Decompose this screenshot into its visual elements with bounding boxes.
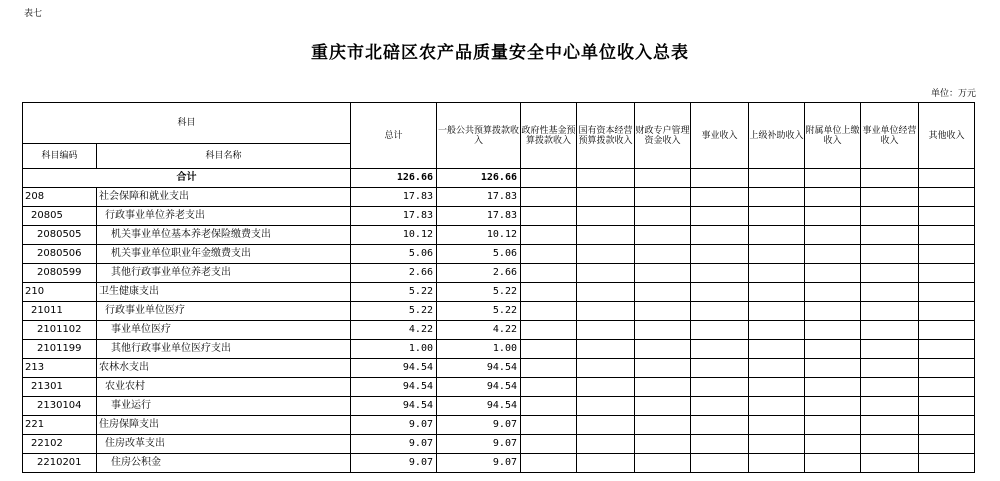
empty-cell: [577, 321, 635, 340]
table-row: [23, 207, 975, 226]
empty-cell: [635, 340, 691, 359]
empty-cell: [635, 264, 691, 283]
subject-code-cell: 210: [23, 283, 97, 302]
empty-cell: [861, 188, 919, 207]
table-row: [23, 378, 975, 397]
empty-cell: [577, 302, 635, 321]
empty-cell: [635, 416, 691, 435]
empty-cell: [691, 283, 749, 302]
total-amount-cell: 9.07: [351, 454, 437, 473]
subject-name-cell: 卫生健康支出: [97, 283, 351, 302]
empty-cell: [749, 207, 805, 226]
empty-cell: [691, 245, 749, 264]
general-budget-cell: 9.07: [437, 435, 521, 454]
empty-cell: [749, 340, 805, 359]
empty-cell: [691, 226, 749, 245]
empty-cell: [749, 454, 805, 473]
empty-cell: [577, 397, 635, 416]
col-header-general-budget: 一般公共预算拨款收入: [437, 103, 521, 169]
empty-cell: [691, 340, 749, 359]
table-row: [23, 397, 975, 416]
total-amount-cell: 5.22: [351, 283, 437, 302]
income-summary-table: [22, 102, 975, 473]
empty-cell: [521, 359, 577, 378]
subject-code-cell: 2080599: [23, 264, 97, 283]
subject-code-cell: 2101199: [23, 340, 97, 359]
empty-cell: [805, 397, 861, 416]
empty-cell: [635, 188, 691, 207]
subject-code-cell: 208: [23, 188, 97, 207]
empty-cell: [919, 435, 975, 454]
general-budget-cell: 9.07: [437, 454, 521, 473]
unit-label: 单位：万元: [930, 89, 976, 99]
empty-cell: [577, 416, 635, 435]
total-amount-cell: 17.83: [351, 188, 437, 207]
total-amount-cell: 94.54: [351, 397, 437, 416]
table-row: [23, 454, 975, 473]
empty-cell: [919, 264, 975, 283]
general-budget-cell: 10.12: [437, 226, 521, 245]
empty-cell: [919, 302, 975, 321]
table-row: [23, 245, 975, 264]
empty-cell: [749, 283, 805, 302]
subject-code-cell: 20805: [23, 207, 97, 226]
empty-cell: [521, 283, 577, 302]
total-amount-cell: 9.07: [351, 416, 437, 435]
empty-cell: [749, 416, 805, 435]
general-budget-cell: 4.22: [437, 321, 521, 340]
total-amount-cell: 17.83: [351, 207, 437, 226]
subject-name-cell: 其他行政事业单位养老支出: [97, 264, 351, 283]
empty-cell: [919, 454, 975, 473]
empty-cell: [805, 264, 861, 283]
empty-cell: [577, 188, 635, 207]
empty-cell: [919, 397, 975, 416]
empty-cell: [691, 416, 749, 435]
col-header-operating-income: 事业单位经营收入: [861, 103, 919, 169]
total-amount-cell: 94.54: [351, 359, 437, 378]
subject-code-cell: 2101102: [23, 321, 97, 340]
empty-cell: [577, 454, 635, 473]
subject-name-cell: 住房改革支出: [97, 435, 351, 454]
empty-cell: [805, 359, 861, 378]
empty-cell: [749, 264, 805, 283]
subject-name-cell: 机关事业单位职业年金缴费支出: [97, 245, 351, 264]
general-budget-cell: 94.54: [437, 397, 521, 416]
empty-cell: [635, 359, 691, 378]
total-amount-cell: 9.07: [351, 435, 437, 454]
subject-header: 科目: [23, 103, 351, 144]
empty-cell: [635, 226, 691, 245]
empty-cell: [861, 321, 919, 340]
empty-cell: [861, 302, 919, 321]
empty-cell: [577, 264, 635, 283]
empty-cell: [861, 283, 919, 302]
total-amount-cell: 1.00: [351, 340, 437, 359]
empty-cell: [749, 245, 805, 264]
empty-cell: [577, 207, 635, 226]
empty-cell: [635, 283, 691, 302]
empty-cell: [805, 321, 861, 340]
table-row: [23, 302, 975, 321]
empty-cell: [635, 302, 691, 321]
empty-cell: [691, 435, 749, 454]
empty-cell: [577, 245, 635, 264]
empty-cell: [749, 302, 805, 321]
empty-cell: [749, 359, 805, 378]
empty-cell: [691, 207, 749, 226]
empty-cell: [919, 359, 975, 378]
empty-cell: [749, 226, 805, 245]
table-row: [23, 226, 975, 245]
table-row: [23, 188, 975, 207]
subject-code-cell: 2130104: [23, 397, 97, 416]
empty-cell: [691, 454, 749, 473]
empty-cell: [521, 435, 577, 454]
empty-cell: [861, 207, 919, 226]
subject-code-cell: 21301: [23, 378, 97, 397]
empty-cell: [635, 454, 691, 473]
general-budget-cell: 1.00: [437, 340, 521, 359]
empty-cell: [749, 321, 805, 340]
empty-cell: [805, 226, 861, 245]
total-label: 合计: [23, 169, 351, 188]
empty-cell: [861, 340, 919, 359]
empty-cell: [805, 188, 861, 207]
empty-cell: [691, 397, 749, 416]
empty-cell: [919, 416, 975, 435]
empty-cell: [577, 359, 635, 378]
empty-cell: [749, 378, 805, 397]
empty-cell: [635, 378, 691, 397]
subject-name-cell: 行政事业单位医疗: [97, 302, 351, 321]
general-budget-cell: 17.83: [437, 207, 521, 226]
empty-cell: [861, 397, 919, 416]
empty-cell: [919, 207, 975, 226]
empty-cell: [635, 397, 691, 416]
total-amount-cell: 10.12: [351, 226, 437, 245]
col-header-superior-subsidy: 上级补助收入: [749, 103, 805, 169]
empty-cell: [805, 302, 861, 321]
empty-cell: [691, 359, 749, 378]
empty-cell: [861, 435, 919, 454]
total-amount-cell: 4.22: [351, 321, 437, 340]
subject-name-cell: 其他行政事业单位医疗支出: [97, 340, 351, 359]
empty-cell: [691, 264, 749, 283]
empty-cell: [805, 283, 861, 302]
empty-cell: [919, 245, 975, 264]
total-amount-cell: 2.66: [351, 264, 437, 283]
table-row: [23, 416, 975, 435]
total-amount-cell: 94.54: [351, 378, 437, 397]
empty-cell: [521, 264, 577, 283]
empty-cell: [521, 188, 577, 207]
subject-code-header: 科目编码: [23, 144, 97, 169]
total-amount: 126.66: [351, 169, 437, 188]
subject-name-cell: 农业农村: [97, 378, 351, 397]
empty-cell: [577, 378, 635, 397]
empty-cell: [861, 359, 919, 378]
table-row: [23, 321, 975, 340]
empty-cell: [919, 378, 975, 397]
subject-name-cell: 事业运行: [97, 397, 351, 416]
subject-name-cell: 行政事业单位养老支出: [97, 207, 351, 226]
subject-code-cell: 21011: [23, 302, 97, 321]
empty-cell: [919, 321, 975, 340]
empty-cell: [805, 416, 861, 435]
empty-cell: [805, 340, 861, 359]
table-row: [23, 359, 975, 378]
table-row: [23, 340, 975, 359]
subject-name-cell: 农林水支出: [97, 359, 351, 378]
empty-cell: [635, 435, 691, 454]
empty-cell: [805, 245, 861, 264]
subject-name-cell: 住房保障支出: [97, 416, 351, 435]
table-row: [23, 264, 975, 283]
subject-code-cell: 221: [23, 416, 97, 435]
col-header-affiliated-unit: 附属单位上缴收入: [805, 103, 861, 169]
empty-cell: [635, 207, 691, 226]
general-budget-cell: 9.07: [437, 416, 521, 435]
empty-cell: [521, 397, 577, 416]
empty-cell: [805, 435, 861, 454]
table-row: [23, 435, 975, 454]
empty-cell: [635, 321, 691, 340]
general-budget-cell: 17.83: [437, 188, 521, 207]
empty-cell: [521, 207, 577, 226]
empty-cell: [861, 245, 919, 264]
empty-cell: [805, 207, 861, 226]
empty-cell: [691, 321, 749, 340]
empty-cell: [805, 378, 861, 397]
general-budget-cell: 5.22: [437, 302, 521, 321]
empty-cell: [861, 454, 919, 473]
empty-cell: [521, 378, 577, 397]
empty-cell: [521, 226, 577, 245]
general-budget-cell: 5.22: [437, 283, 521, 302]
subject-code-cell: 2210201: [23, 454, 97, 473]
empty-cell: [749, 435, 805, 454]
empty-cell: [919, 226, 975, 245]
empty-cell: [749, 397, 805, 416]
subject-name-cell: 机关事业单位基本养老保险缴费支出: [97, 226, 351, 245]
empty-cell: [577, 435, 635, 454]
total-amount-cell: 5.22: [351, 302, 437, 321]
total-general-budget: 126.66: [437, 169, 521, 188]
empty-cell: [691, 188, 749, 207]
subject-code-cell: 213: [23, 359, 97, 378]
empty-cell: [521, 321, 577, 340]
empty-cell: [919, 340, 975, 359]
subject-name-cell: 住房公积金: [97, 454, 351, 473]
table-number-tag: 表七: [24, 9, 43, 19]
col-header-total: 总计: [351, 103, 437, 169]
col-header-other-income: 其他收入: [919, 103, 975, 169]
col-header-special-account: 财政专户管理资金收入: [635, 103, 691, 169]
empty-cell: [521, 454, 577, 473]
empty-cell: [635, 245, 691, 264]
subject-name-cell: 事业单位医疗: [97, 321, 351, 340]
page-title: 重庆市北碚区农产品质量安全中心单位收入总表: [311, 43, 689, 63]
total-row: [23, 169, 975, 188]
empty-cell: [521, 416, 577, 435]
empty-cell: [691, 302, 749, 321]
subject-code-cell: 22102: [23, 435, 97, 454]
col-header-business-income: 事业收入: [691, 103, 749, 169]
empty-cell: [861, 416, 919, 435]
general-budget-cell: 94.54: [437, 378, 521, 397]
subject-code-cell: 2080505: [23, 226, 97, 245]
empty-cell: [861, 226, 919, 245]
empty-cell: [919, 283, 975, 302]
empty-cell: [577, 226, 635, 245]
general-budget-cell: 2.66: [437, 264, 521, 283]
empty-cell: [521, 302, 577, 321]
empty-cell: [577, 340, 635, 359]
empty-cell: [919, 188, 975, 207]
empty-cell: [861, 264, 919, 283]
empty-cell: [749, 188, 805, 207]
empty-cell: [521, 245, 577, 264]
total-amount-cell: 5.06: [351, 245, 437, 264]
empty-cell: [691, 378, 749, 397]
subject-code-cell: 2080506: [23, 245, 97, 264]
empty-cell: [861, 378, 919, 397]
empty-cell: [521, 340, 577, 359]
subject-name-header: 科目名称: [97, 144, 351, 169]
general-budget-cell: 94.54: [437, 359, 521, 378]
empty-cell: [577, 283, 635, 302]
col-header-state-capital: 国有资本经营预算拨款收入: [577, 103, 635, 169]
general-budget-cell: 5.06: [437, 245, 521, 264]
col-header-gov-fund: 政府性基金预算拨款收入: [521, 103, 577, 169]
subject-name-cell: 社会保障和就业支出: [97, 188, 351, 207]
empty-cell: [805, 454, 861, 473]
table-row: [23, 283, 975, 302]
